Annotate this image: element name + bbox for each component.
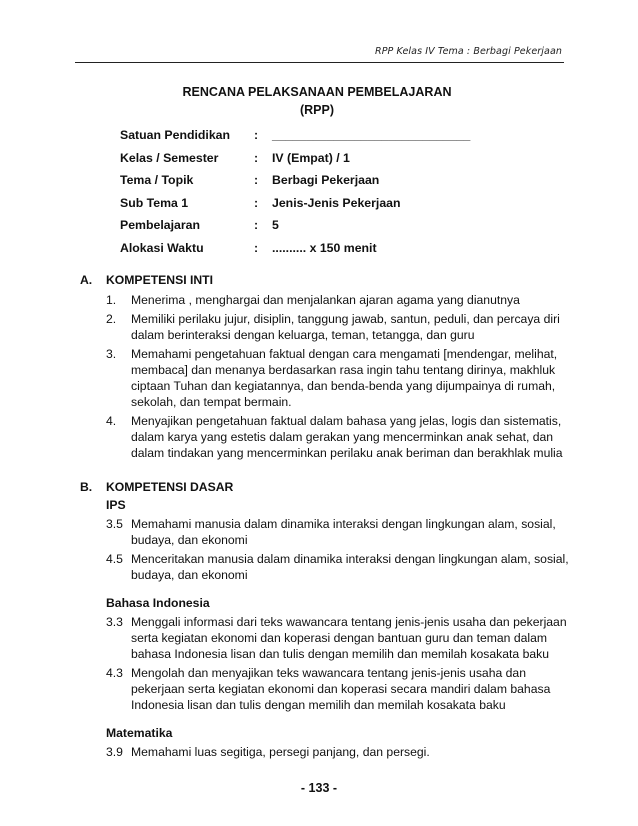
identity-separator: : [254,173,259,188]
item-text: Menerima , menghargai dan menjalankan ajaran agama yang dianutnya [131,293,520,307]
document-title [0,83,638,119]
item-number: 1. [106,293,117,307]
subject-heading-matematika: Matematika [106,726,173,740]
section-letter: A. [80,273,93,287]
item-number: 3.9 [106,745,123,759]
item-text: Memahami luas segitiga, persegi panjang, dan persegi. [131,745,430,759]
identity-label: Alokasi Waktu [120,240,204,255]
list-item [106,413,570,461]
item-number: 3.5 [106,517,123,531]
identity-table [120,127,470,263]
identity-row [120,150,470,173]
list-item [106,665,570,713]
ki-list [106,292,570,461]
item-text: Memahami manusia dalam dinamika interaksi dengan lingkungan alam, sosial, budaya, dan ekonomi [131,517,556,547]
identity-row [120,127,470,150]
section-letter: B. [80,480,93,494]
section-title: KOMPETENSI DASAR [106,480,234,494]
identity-separator: : [254,240,259,255]
item-number: 4.3 [106,666,123,680]
list-item [106,516,570,548]
section-heading [80,479,570,495]
title-line-2: (RPP) [299,103,335,117]
section-title: KOMPETENSI INTI [106,273,213,287]
item-text: Mengolah dan menyajikan teks wawancara tentang jenis-jenis usaha dan pekerjaan serta kegiatan ekonomi dan koperasi secara mandiri dalam bahasa Indonesia lisan dan tulis dengan memilih dan memilah kosakata baku [131,666,551,712]
item-number: 2. [106,312,117,326]
identity-separator: : [254,195,259,210]
subject-heading-bahasa-indonesia: Bahasa Indonesia [106,596,210,610]
identity-value: .......... x 150 menit [272,240,377,255]
list-item [106,551,570,583]
identity-separator: : [254,218,259,233]
item-number: 4.5 [106,552,123,566]
identity-separator: : [254,150,259,165]
identity-value: IV (Empat) / 1 [272,150,350,165]
title-line-1: RENCANA PELAKSANAAN PEMBELAJARAN [182,85,452,99]
list-item [106,311,570,343]
identity-value: Jenis-Jenis Pekerjaan [272,195,401,210]
item-text: Menceritakan manusia dalam dinamika interaksi dengan lingkungan alam, sosial, budaya, dan ekonomi [131,552,569,582]
header-rule [75,62,564,63]
identity-label: Tema / Topik [120,173,194,188]
page-number: - 133 - [300,781,338,795]
item-number: 3.3 [106,615,123,629]
item-number: 4. [106,414,117,428]
identity-label: Satuan Pendidikan [120,128,231,142]
identity-row [120,240,470,263]
identity-value: 5 [272,218,279,233]
list-item [106,346,570,410]
identity-separator: : [254,128,259,142]
identity-row [120,195,470,218]
list-item [106,292,570,308]
section-heading [80,272,570,288]
identity-value: Berbagi Pekerjaan [272,173,380,188]
item-text: Memahami pengetahuan faktual dengan cara mengamati [mendengar, melihat, membaca] dan menanya berdasarkan rasa ingin tahu tentang dirinya, makhluk ciptaan Tuhan dan kegiatannya, dan benda-benda yang dijumpainya di rumah, sekolah, dan tempat bermain. [131,347,558,409]
identity-value: _____________________________ [272,128,471,142]
identity-row [120,172,470,195]
item-number: 3. [106,347,117,361]
subject-heading-ips: IPS [106,498,126,512]
item-text: Memiliki perilaku jujur, disiplin, tanggung jawab, santun, peduli, dan percaya diri dalam berinteraksi dengan keluarga, teman, tetangga, dan guru [131,312,560,342]
list-item [106,744,570,760]
section-kompetensi-inti [80,272,570,461]
item-text: Menyajikan pengetahuan faktual dalam bahasa yang jelas, logis dan sistematis, dalam karya yang estetis dalam gerakan yang mencerminkan anak sehat, dan dalam tindakan yang mencerminkan perilaku anak beriman dan berakhlak mulia [131,414,563,460]
running-header: RPP Kelas IV Tema : Berbagi Pekerjaan [375,46,562,57]
identity-label: Kelas / Semester [120,150,219,165]
list-item [106,614,570,662]
identity-row [120,217,470,240]
identity-label: Pembelajaran [120,218,200,233]
identity-label: Sub Tema 1 [120,195,189,210]
section-kompetensi-dasar [80,479,570,760]
item-text: Menggali informasi dari teks wawancara tentang jenis-jenis usaha dan pekerjaan serta kegiatan ekonomi dan koperasi dengan bantuan guru dan teman dalam bahasa Indonesia lisan dan tulis dengan memilih dan memilah kosakata baku [131,615,567,661]
